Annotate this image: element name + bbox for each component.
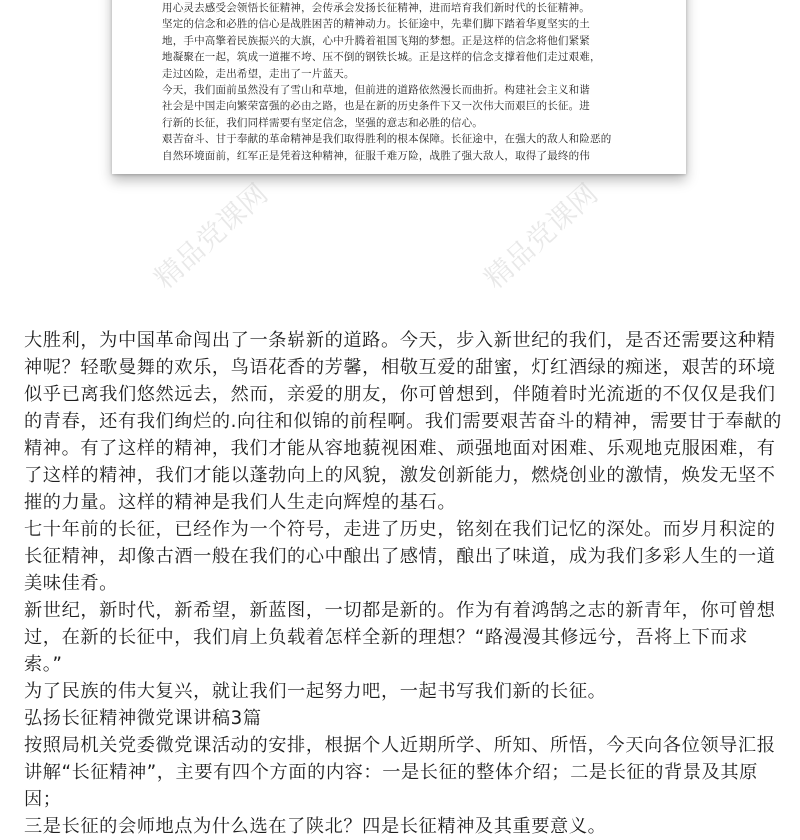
preview-line: 地，手中高擎着民族振兴的大旗，心中升腾着祖国飞翔的梦想。正是这样的信念将他们紧紧 (162, 34, 590, 47)
preview-line: 艰苦奋斗、甘于奉献的革命精神是我们取得胜利的根本保障。长征途中，在强大的敌人和险恶的 (162, 133, 612, 146)
document-page-preview (112, 0, 686, 174)
body-line: 七十年前的长征，已经作为一个符号，走进了历史，铭刻在我们记忆的深处。而岁月积淀的 (24, 519, 776, 540)
body-line: 摧的力量。这样的精神是我们人生走向辉煌的基石。 (24, 492, 457, 513)
preview-line: 行新的长征，我们同样需要有坚定信念，坚强的意志和必胜的信心。 (162, 116, 483, 129)
body-line: 神呢？轻歌曼舞的欢乐，鸟语花香的芳馨，相敬互爱的甜蜜，灯红酒绿的痴迷，艰苦的环境 (24, 357, 776, 378)
preview-line: 地凝聚在一起，筑成一道摧不垮、压不倒的钢铁长城。正是这样的信念支撑着他们走过艰难， (162, 51, 601, 64)
watermark-text: 精品党课网 (147, 177, 275, 296)
body-line: 新世纪，新时代，新希望，新蓝图，一切都是新的。作为有着鸿鹄之志的新青年，你可曾想 (24, 600, 776, 621)
preview-line: 走过凶险，走出希望，走出了一片蓝天。 (162, 67, 355, 80)
preview-line: 坚定的信念和必胜的信心是战胜困苦的精神动力。长征途中，先辈们脚下踏着华夏坚实的土 (162, 18, 590, 31)
body-line: 大胜利，为中国革命闯出了一条崭新的道路。今天，步入新世纪的我们，是否还需要这种精 (24, 330, 776, 351)
body-line: 按照局机关党委微党课活动的安排，根据个人近期所学、所知、所悟，今天向各位领导汇报 (24, 735, 776, 756)
preview-line: 社会是中国走向繁荣富强的必由之路，也是在新的历史条件下又一次伟大而艰巨的长征。进 (162, 100, 590, 113)
body-line: 的青春，还有我们绚烂的.向往和似锦的前程啊。我们需要艰苦奋斗的精神，需要甘于奉献的 (24, 411, 782, 432)
body-line: 精神。有了这样的精神，我们才能从容地藐视困难、顽强地面对困难、乐观地克服困难，有 (24, 438, 776, 459)
body-line: 讲解“长征精神”，主要有四个方面的内容：一是长征的整体介绍；二是长征的背景及其原因； (24, 762, 758, 810)
body-line: 为了民族的伟大复兴，就让我们一起努力吧，一起书写我们新的长征。 (24, 681, 607, 702)
body-line: 过，在新的长征中，我们肩上负载着怎样全新的理想？“路漫漫其修远兮，吾将上下而求索。” (24, 627, 748, 675)
preview-line: 今天，我们面前虽然没有了雪山和草地，但前进的道路依然漫长而曲折。构建社会主义和谐 (162, 84, 590, 97)
body-line: 长征精神，却像古酒一般在我们的心中酿出了感情，酿出了味道，成为我们多彩人生的一道 (24, 546, 776, 567)
body-line: 美味佳肴。 (24, 573, 118, 594)
page-preview-text (162, 0, 652, 164)
body-line: 了这样的精神，我们才能以蓬勃向上的风貌，激发创新能力，燃烧创业的激情，焕发无坚不 (24, 465, 776, 486)
body-line: 似乎已离我们悠然远去，然而，亲爱的朋友，你可曾想到，伴随着时光流逝的不仅仅是我们 (24, 384, 776, 405)
preview-line: 用心灵去感受会领悟长征精神，会传承会发扬长征精神，进而培育我们新时代的长征精神。 (162, 2, 590, 14)
document-body-text (24, 327, 784, 840)
watermark-text: 精品党课网 (477, 177, 605, 296)
section-heading: 弘扬长征精神微党课讲稿3篇 (24, 708, 262, 729)
preview-line: 自然环境面前，红军正是凭着这种精神，征服千难万险，战胜了强大敌人，取得了最终的伟 (162, 149, 590, 162)
body-line: 三是长征的会师地点为什么选在了陕北？四是长征精神及其重要意义。 (24, 816, 607, 837)
